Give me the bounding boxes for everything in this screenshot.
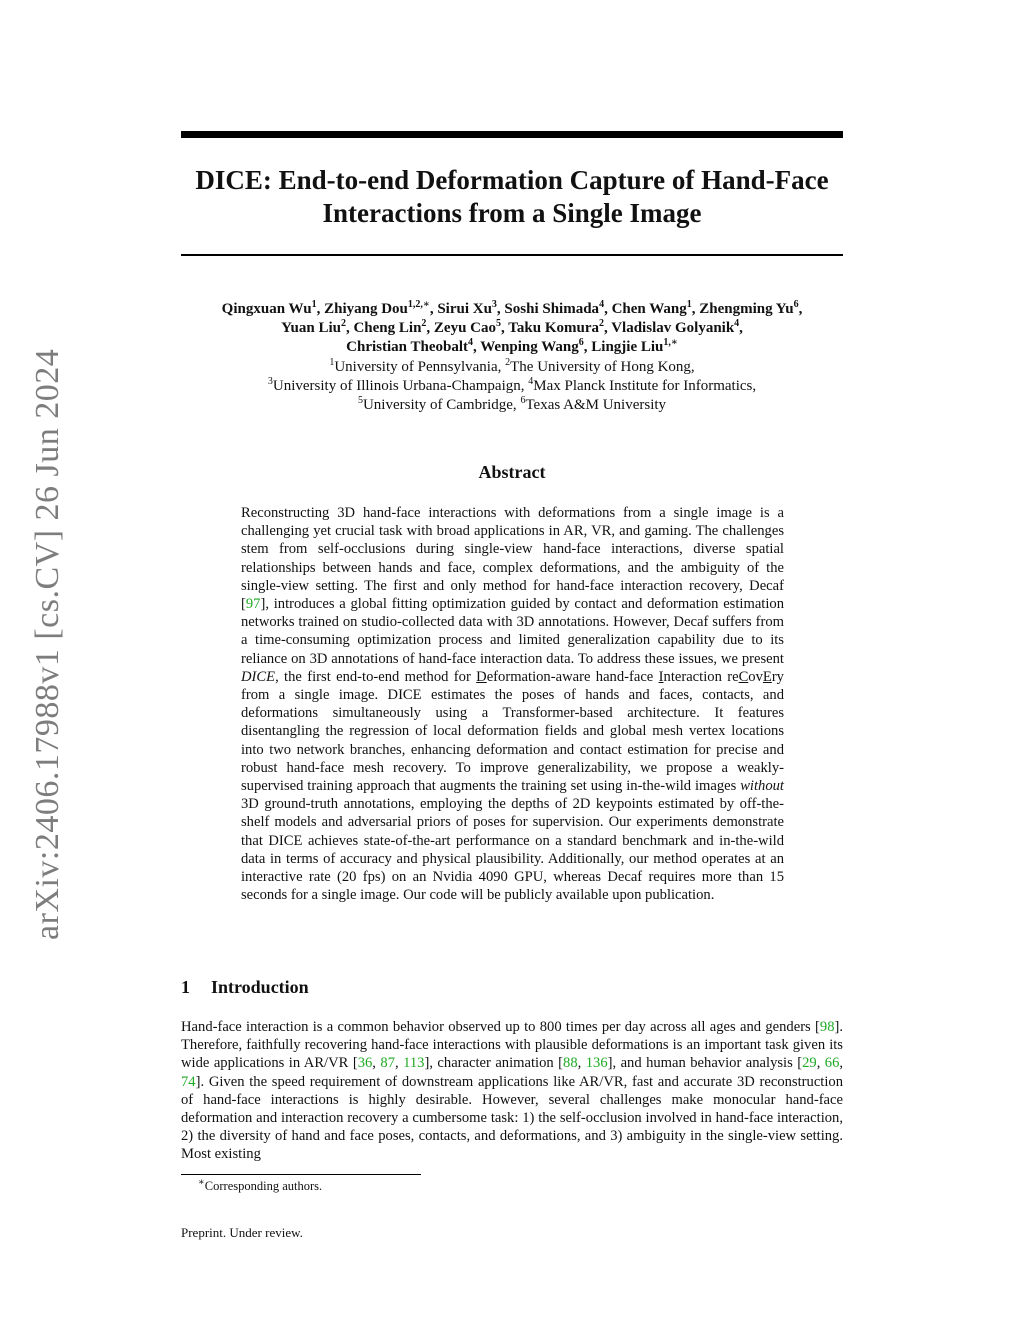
title-line-1: DICE: End-to-end Deformation Capture of Hand-Face [195,165,829,195]
author: Christian Theobalt$^4$, [346,337,481,355]
introduction-body: Hand-face interaction is a common behavior observed up to 800 times per day across all ages and genders [98]. Therefore, faithfully recovering hand-face interactions with plausible deformations is an important task given its wide applications in AR/VR [36, 87, 113], character animation [88, 136], and human behavior analysis [29, 66, 74]. Given the speed requirement of downstream applications like AR/VR, fast and accurate 3D reconstruction of hand-face interactions is highly desirable. However, several challenges make monocular hand-face deformation and interaction recovery a cumbersome task: 1) the self-occlusion involved in hand-face interaction, 2) the diversity of hand and face poses, contacts, and deformations, and 3) ambiguity in the single-view setting. Most existing [181,1019,844,1163]
footnote: ∗Corresponding authors. [198,1176,323,1193]
author: Qingxuan Wu$^1$, [221,299,325,317]
title-line-2: Interactions from a Single Image [322,198,702,228]
citation-link[interactable]: 88 [563,1055,578,1072]
author: Cheng Lin$^2$, [353,318,434,336]
citation-link[interactable]: 113 [403,1055,425,1072]
citation-link[interactable]: 36 [357,1055,373,1072]
author: Vladislav Golyanik$^4$, [611,318,743,336]
affiliation: $^6$Texas A&M University [520,395,667,413]
affiliation: $^4$Max Planck Institute for Informatics, [528,376,757,394]
affiliation: $^5$University of Cambridge, [357,395,521,413]
author: Zeyu Cao$^5$, [433,318,509,336]
affiliation: $^2$The University of Hong Kong, [505,357,695,375]
author: Lingjie Liu$^{1,∗}$ [591,337,678,355]
preprint-notice: Preprint. Under review. [181,1225,303,1240]
abstract-heading: Abstract [478,462,546,482]
title-rule-bottom [181,254,843,256]
author: Sirui Xu$^3$, [437,299,505,317]
citation-link[interactable]: 74 [181,1073,196,1090]
section-heading-introduction: 1 Introduction [181,977,309,997]
citation-link[interactable]: 66 [824,1055,840,1072]
paper-title [181,164,843,230]
affiliation-list [181,358,843,415]
affiliation: $^3$University of Illinois Urbana-Champaign, [267,376,529,394]
abstract-body: Reconstructing 3D hand-face interactions with deformations from a single image is a challenging yet crucial task with broad applications in AR, VR, and gaming. The challenges stem from self-occlusions during single-view hand-face interactions, diverse spatial relationships between hands and face, complex deformations, and the ambiguity of the single-view setting. The first and only method for hand-face interaction recovery, Decaf [97], introduces a global fitting optimization guided by contact and deformation estimation networks trained on studio-collected data with 3D annotations. However, Decaf suffers from a time-consuming optimization process and limited generalization capability due to its reliance on 3D annotations of hand-face interaction data. To address these issues, we present DICE, the first end-to-end method for Deformation-aware hand-face Interaction reCovEry from a single image. DICE estimates the poses of hands and faces, contacts, and deformations simultaneously using a Transformer-based architecture. It features disentangling the regression of local deformation fields and global mesh vertex locations into two network branches, enhancing deformation and contact estimation for precise and robust hand-face mesh recovery. To improve generalizability, we propose a weakly-supervised training approach that augments the training set using in-the-wild images without 3D ground-truth annotations, employing the depths of 2D keypoints estimated by off-the-shelf models and adversarial priors of poses for supervision. Our experiments demonstrate that DICE achieves state-of-the-art performance on a standard benchmark and in-the-wild data in terms of accuracy and physical plausibility. Additionally, our method operates at an interactive rate (20 fps) on an Nvidia 4090 GPU, whereas Decaf requires more than 15 seconds for a single image. Our code will be publicly available upon publication. [241,505,784,904]
citation-link[interactable]: 98 [819,1019,835,1035]
author: Wenping Wang$^6$, [480,337,592,355]
footnote-rule [181,1174,421,1175]
author-list [181,300,843,357]
author: Soshi Shimada$^4$, [504,299,612,317]
arxiv-identifier-stamp: arXiv:2406.17988v1 [cs.CV] 26 Jun 2024 [29,348,66,940]
citation-link[interactable]: 29 [802,1055,817,1072]
citation-link[interactable]: 136 [585,1055,608,1072]
author: Yuan Liu$^2$, [281,318,354,336]
affiliation: $^1$University of Pennsylvania, [329,357,506,375]
author: Zhengming Yu$^6$, [699,299,803,317]
author: Chen Wang$^1$, [611,299,700,317]
title-rule-top [181,131,843,138]
citation-link[interactable]: 87 [380,1055,395,1072]
author: Zhiyang Dou$^{1,2,∗}$, [324,299,438,317]
citation-link[interactable]: 97 [245,596,261,613]
author: Taku Komura$^2$, [508,318,612,336]
